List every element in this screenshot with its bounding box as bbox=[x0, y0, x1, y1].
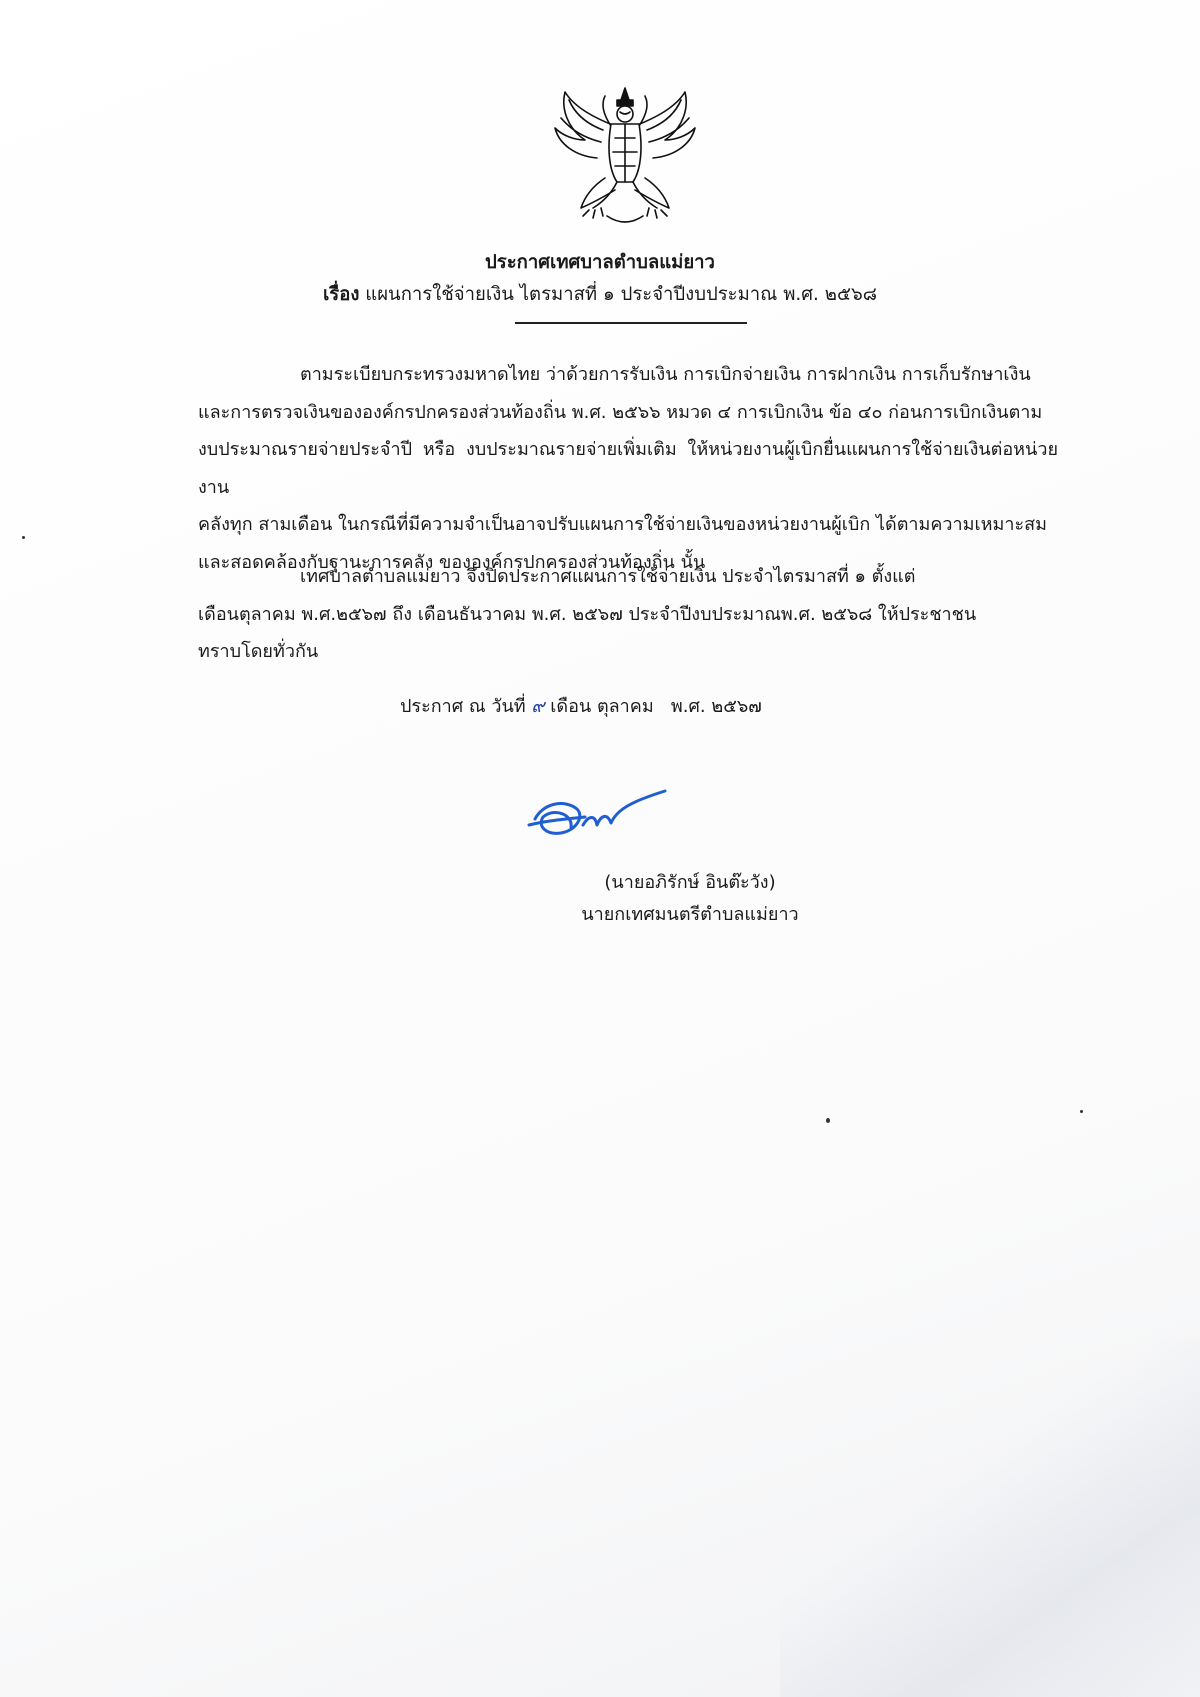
paragraph-line: คลังทุก สามเดือน ในกรณีที่มีความจำเป็นอาจปรับแผนการใช้จ่ายเงินของหน่วยงานผู้เบิก ได้ตามความเหมาะสม bbox=[198, 514, 1048, 535]
paragraph-line: งบประมาณรายจ่ายประจำปี หรือ งบประมาณรายจ่ายเพิ่มเติม ให้หน่วยงานผู้เบิกยื่นแผนการใช้จ่ายเงินต่อหน่วยงาน bbox=[198, 439, 1058, 498]
paragraph-1 bbox=[198, 356, 1058, 581]
date-year: พ.ศ. ๒๕๖๗ bbox=[670, 696, 762, 717]
paper-fold-shadow bbox=[780, 1337, 1200, 1697]
subject-label: เรื่อง bbox=[322, 284, 360, 305]
scan-speck bbox=[1080, 1110, 1083, 1113]
date-prefix: ประกาศ ณ วันที่ bbox=[400, 696, 526, 717]
document-title: ประกาศเทศบาลตำบลแม่ยาว bbox=[485, 252, 715, 273]
garuda-emblem-icon bbox=[545, 78, 705, 228]
signer-position: นายกเทศมนตรีตำบลแม่ยาว bbox=[581, 904, 799, 925]
paragraph-line: เดือนตุลาคม พ.ศ.๒๕๖๗ ถึง เดือนธันวาคม พ.ศ. ๒๕๖๗ ประจำปีงบประมาณพ.ศ. ๒๕๖๘ ให้ประชาชน bbox=[198, 603, 977, 625]
title-divider bbox=[515, 322, 747, 324]
scan-speck bbox=[22, 536, 25, 539]
paragraph-2 bbox=[198, 558, 1058, 671]
subject-text: แผนการใช้จ่ายเงิน ไตรมาสที่ ๑ ประจำปีงบประมาณ พ.ศ. ๒๕๖๘ bbox=[365, 284, 877, 305]
paragraph-line: ทราบโดยทั่วกัน bbox=[198, 641, 319, 662]
scan-speck bbox=[826, 1118, 830, 1123]
handwritten-signature bbox=[525, 785, 685, 855]
date-day: ๙ bbox=[531, 696, 545, 717]
paragraph-line: เทศบาลตำบลแม่ยาว จึงปิดประกาศแผนการใช้จ่ายเงิน ประจำไตรมาสที่ ๑ ตั้งแต่ bbox=[300, 566, 916, 587]
paragraph-line: และสอดคล้องกับฐานะการคลัง ขององค์กรปกครองส่วนท้องถิ่น นั้น bbox=[198, 551, 706, 573]
paragraph-line: และการตรวจเงินขององค์กรปกครองส่วนท้องถิ่น พ.ศ. ๒๕๖๖ หมวด ๔ การเบิกเงิน ข้อ ๔๐ ก่อนการเบิกเงินตาม bbox=[198, 401, 1043, 423]
signer-name: (นายอภิรักษ์ อินต๊ะวัง) bbox=[604, 872, 776, 893]
document-subject bbox=[0, 280, 1200, 310]
date-month: เดือน ตุลาคม bbox=[550, 696, 654, 717]
paragraph-line: ตามระเบียบกระทรวงมหาดไทย ว่าด้วยการรับเงิน การเบิกจ่ายเงิน การฝากเงิน การเก็บรักษาเงิน bbox=[300, 364, 1031, 385]
announcement-date bbox=[400, 692, 880, 722]
